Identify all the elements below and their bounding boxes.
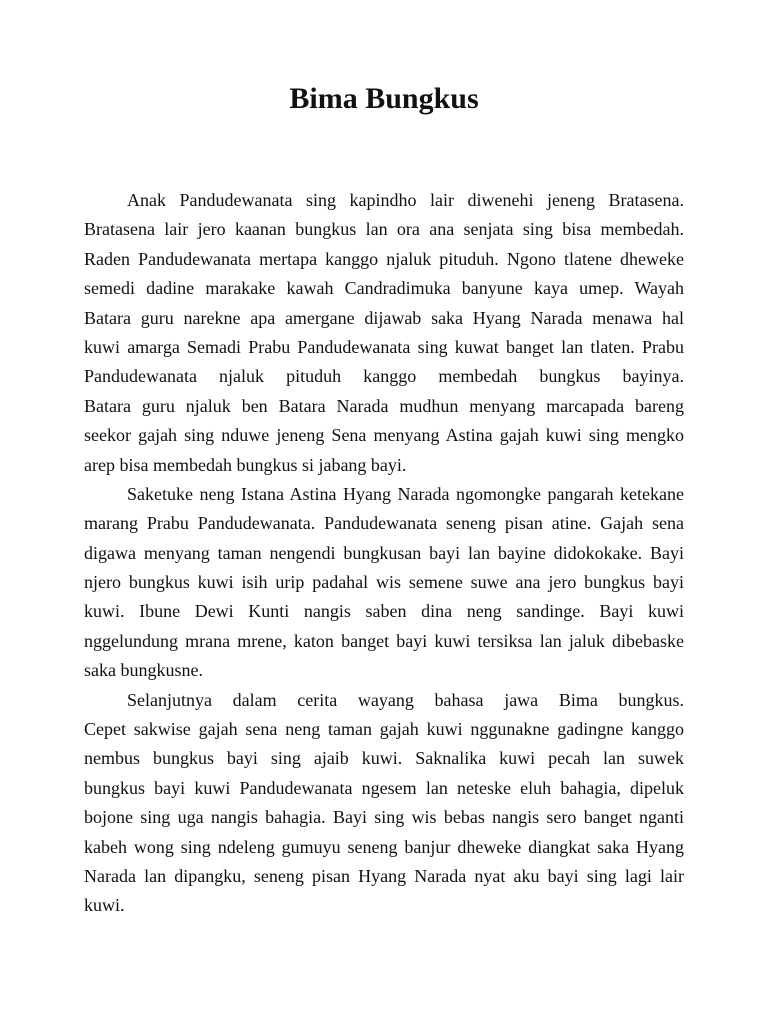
text-line: Cepet sakwise gajah sena neng taman gajah kuwi nggunakne gadingne kanggo xyxy=(84,719,684,740)
text-line: Raden Pandudewanata mertapa kanggo njaluk pituduh. Ngono tlatene dheweke xyxy=(84,248,684,269)
paragraph xyxy=(84,686,684,921)
text-line: Bratasena lair jero kaanan bungkus lan ora ana senjata sing bisa membedah. xyxy=(84,219,684,240)
text-line: Saketuke neng Istana Astina Hyang Narada ngomongke pangarah ketekane xyxy=(127,483,684,504)
text-line: bojone sing uga nangis bahagia. Bayi sing wis bebas nangis sero banget nganti xyxy=(84,807,684,828)
text-line: bungkus bayi kuwi Pandudewanata ngesem lan neteske eluh bahagia, dipeluk xyxy=(84,777,684,798)
text-line: kuwi. Ibune Dewi Kunti nangis saben dina neng sandinge. Bayi kuwi xyxy=(84,601,684,622)
text-line: seekor gajah sing nduwe jeneng Sena menyang Astina gajah kuwi sing mengko xyxy=(84,425,684,446)
text-line: saka bungkusne. xyxy=(84,660,203,681)
document-title: Bima Bungkus xyxy=(289,82,479,115)
text-line: digawa menyang taman nengendi bungkusan bayi lan bayine didokokake. Bayi xyxy=(84,542,684,563)
document-body xyxy=(84,186,684,921)
paragraph xyxy=(84,186,684,480)
text-line: Anak Pandudewanata sing kapindho lair diwenehi jeneng Bratasena. xyxy=(127,190,684,210)
text-line: marang Prabu Pandudewanata. Pandudewanata seneng pisan atine. Gajah sena xyxy=(84,513,684,534)
text-line: njero bungkus kuwi isih urip padahal wis semene suwe ana jero bungkus bayi xyxy=(84,572,684,593)
text-line: nembus bungkus bayi sing ajaib kuwi. Saknalika kuwi pecah lan suwek xyxy=(84,748,684,769)
text-line: Pandudewanata njaluk pituduh kanggo membedah bungkus bayinya. xyxy=(84,366,684,387)
text-line: kabeh wong sing ndeleng gumuyu seneng banjur dheweke diangkat saka Hyang xyxy=(84,836,684,857)
text-line: Batara guru njaluk ben Batara Narada mudhun menyang marcapada bareng xyxy=(84,395,684,416)
text-line: nggelundung mrana mrene, katon banget bayi kuwi tersiksa lan jaluk dibebaske xyxy=(84,630,684,651)
text-line: arep bisa membedah bungkus si jabang bayi. xyxy=(84,454,407,475)
text-line: kuwi. xyxy=(84,895,125,916)
text-line: kuwi amarga Semadi Prabu Pandudewanata sing kuwat banget lan tlaten. Prabu xyxy=(84,336,684,357)
text-line: semedi dadine marakake kawah Candradimuka banyune kaya umep. Wayah xyxy=(84,278,684,299)
paragraph xyxy=(84,480,684,686)
text-line: Selanjutnya dalam cerita wayang bahasa jawa Bima bungkus. xyxy=(127,689,684,710)
text-line: Batara guru narekne apa amergane dijawab saka Hyang Narada menawa hal xyxy=(84,307,684,328)
text-line: Narada lan dipangku, seneng pisan Hyang Narada nyat aku bayi sing lagi lair xyxy=(84,865,684,886)
